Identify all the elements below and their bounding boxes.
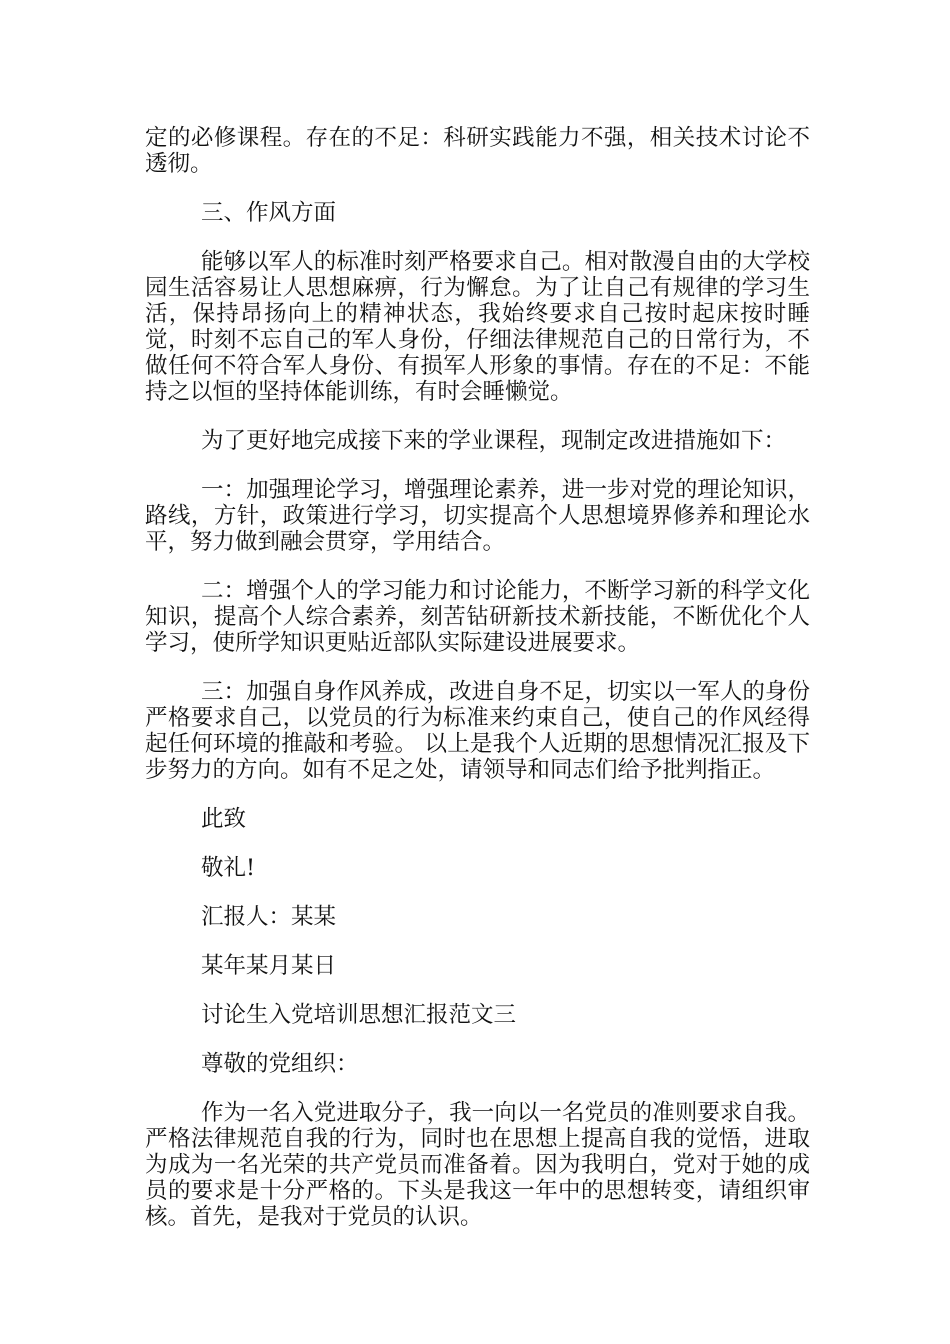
paragraph-measure-3: 三：加强自身作风养成，改进自身不足，切实以一军人的身份严格要求自己，以党员的行为标准来约束自己，使自己的作风经得起任何环境的推敲和考验。 以上是我个人近期的思想情况汇报及下步努力的方向。如有不足之处，请领导和同志们给予批判指正。 xyxy=(145,679,810,783)
section-heading-work-style: 三、作风方面 xyxy=(201,200,337,226)
paragraph-work-style: 能够以军人的标准时刻严格要求自己。相对散漫自由的大学校园生活容易让人思想麻痹，行为懈怠。为了让自己有规律的学习生活，保持昂扬向上的精神状态，我始终要求自己按时起床按时睡觉，时刻不忘自己的军人身份，仔细法律规范自己的日常行为，不做任何不符合军人身份、有损军人形象的事情。存在的不足：不能持之以恒的坚持体能训练，有时会睡懒觉。 xyxy=(145,249,810,405)
report-date: 某年某月某日 xyxy=(201,953,337,979)
closing-salutation: 此致 xyxy=(201,806,247,832)
closing-respect: 敬礼! xyxy=(201,855,256,881)
reporter-name: 汇报人：某某 xyxy=(201,904,337,930)
sample-title: 讨论生入党培训思想汇报范文三 xyxy=(201,1002,517,1028)
greeting: 尊敬的党组织： xyxy=(201,1051,359,1077)
paragraph-improvement-intro: 为了更好地完成接下来的学业课程，现制定改进措施如下： xyxy=(201,428,787,454)
paragraph-measure-1: 一：加强理论学习，增强理论素养，进一步对党的理论知识，路线，方针，政策进行学习，切实提高个人思想境界修养和理论水平，努力做到融会贯穿，学用结合。 xyxy=(145,477,810,555)
document-body xyxy=(145,125,810,1253)
paragraph-opening: 作为一名入党进取分子，我一向以一名党员的准则要求自我。严格法律规范自我的行为，同时也在思想上提高自我的觉悟，进取为成为一名光荣的共产党员而准备着。因为我明白，党对于她的成员的要求是十分严格的。下头是我这一年中的思想转变，请组织审核。首先，是我对于党员的认识。 xyxy=(145,1100,810,1230)
paragraph-measure-2: 二：增强个人的学习能力和讨论能力，不断学习新的科学文化知识，提高个人综合素养，刻苦钻研新技术新技能，不断优化个人学习，使所学知识更贴近部队实际建设进展要求。 xyxy=(145,578,810,656)
paragraph-course-shortcoming: 定的必修课程。存在的不足：科研实践能力不强，相关技术讨论不透彻。 xyxy=(145,125,810,177)
